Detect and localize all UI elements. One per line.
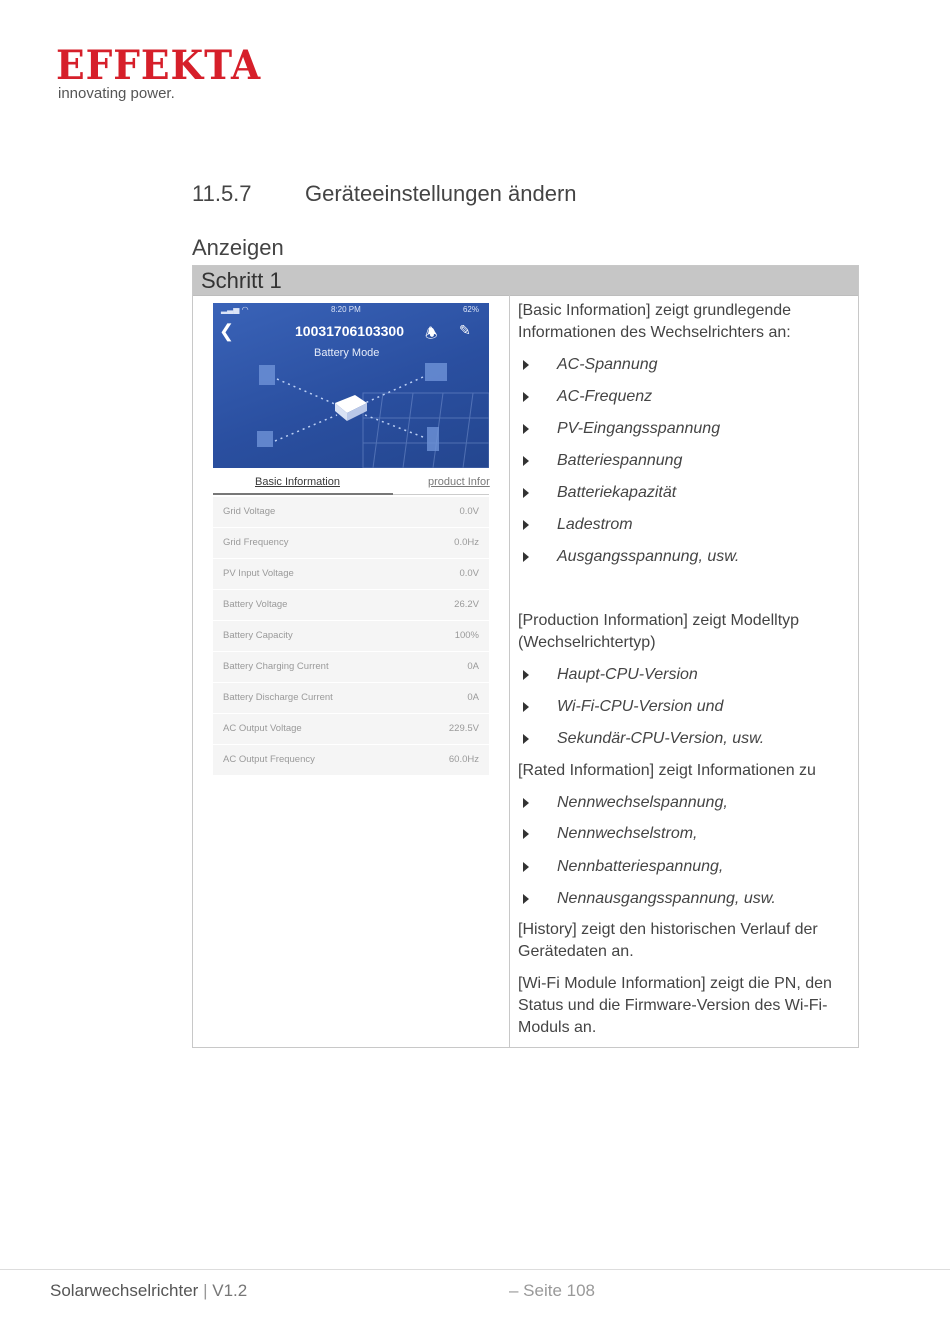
list-item bbox=[213, 745, 489, 776]
row-value: 100% bbox=[454, 630, 479, 641]
row-label: AC Output Voltage bbox=[223, 723, 302, 734]
row-label: Battery Charging Current bbox=[223, 661, 329, 672]
bullet-text: AC-Frequenz bbox=[557, 388, 653, 405]
device-id: 10031706103300 bbox=[295, 323, 405, 339]
bullet-arrow-icon bbox=[523, 488, 529, 498]
info-tabs bbox=[213, 473, 489, 499]
info-list bbox=[213, 497, 489, 776]
footer-divider bbox=[0, 1269, 950, 1270]
row-value: 0.0V bbox=[459, 506, 479, 517]
list-item bbox=[213, 652, 489, 683]
bullet-text: Haupt-CPU-Version bbox=[557, 666, 698, 683]
bullet-arrow-icon bbox=[523, 798, 529, 808]
table-header bbox=[193, 266, 858, 296]
edit-icon: ✎ bbox=[459, 322, 471, 338]
bullet-arrow-icon bbox=[523, 392, 529, 402]
row-label: Battery Voltage bbox=[223, 599, 288, 610]
list-item bbox=[213, 621, 489, 652]
bullet-arrow-icon bbox=[523, 520, 529, 530]
page-number: – Seite 108 bbox=[509, 1281, 596, 1300]
list-item bbox=[213, 559, 489, 590]
footer-product-name: Solarwechselrichter bbox=[50, 1281, 199, 1300]
back-icon: ❮ bbox=[219, 321, 235, 341]
row-label: AC Output Frequency bbox=[223, 754, 315, 765]
logo-tagline: innovating power. bbox=[58, 85, 175, 102]
row-value: 0.0Hz bbox=[454, 537, 479, 548]
row-value: 0.0V bbox=[459, 568, 479, 579]
bullet-text: Nennwechselspannung, bbox=[557, 794, 728, 811]
signal-icon: ▂▃▅ ◠ bbox=[221, 305, 249, 314]
row-value: 26.2V bbox=[454, 599, 479, 610]
bullet-arrow-icon bbox=[523, 670, 529, 680]
bullet-text: AC-Spannung bbox=[557, 356, 658, 373]
bullet-arrow-icon bbox=[523, 360, 529, 370]
bullet-text: Nennausgangsspannung, usw. bbox=[557, 890, 776, 907]
list-item bbox=[213, 683, 489, 714]
history-info: [History] zeigt den historischen Verlauf der Gerätedaten an. bbox=[518, 921, 818, 960]
tab-underline bbox=[393, 494, 489, 495]
row-label: Battery Discharge Current bbox=[223, 692, 333, 703]
footer-version: V1.2 bbox=[212, 1281, 248, 1300]
list-item bbox=[213, 497, 489, 528]
energy-flow-diagram bbox=[213, 363, 489, 468]
app-header bbox=[213, 303, 489, 468]
section-title: Geräteeinstellungen ändern bbox=[305, 181, 577, 206]
row-label: Grid Frequency bbox=[223, 537, 289, 548]
bullet-text: Nennwechselstrom, bbox=[557, 825, 698, 842]
bullet-arrow-icon bbox=[523, 702, 529, 712]
bullet-arrow-icon bbox=[523, 424, 529, 434]
effekta-logo bbox=[56, 42, 262, 104]
list-item bbox=[213, 528, 489, 559]
row-label: PV Input Voltage bbox=[223, 568, 294, 579]
row-value: 0A bbox=[467, 692, 479, 703]
bullet-text: PV-Eingangsspannung bbox=[557, 420, 721, 437]
bullet-text: Wi-Fi-CPU-Version und bbox=[557, 698, 724, 715]
bullet-text: Ladestrom bbox=[557, 516, 633, 533]
bullet-text: Ausgangsspannung, usw. bbox=[557, 548, 740, 565]
bell-icon: 🕭 bbox=[425, 325, 438, 341]
app-screenshot bbox=[213, 303, 489, 773]
bullet-arrow-icon bbox=[523, 734, 529, 744]
production-info-intro: [Production Information] zeigt Modelltyp (Wechselrichtertyp) bbox=[518, 612, 800, 651]
bullet-text: Sekundär-CPU-Version, usw. bbox=[557, 730, 765, 747]
mode-label: Battery Mode bbox=[314, 347, 380, 359]
step-label: Schritt 1 bbox=[201, 268, 282, 293]
status-time: 8:20 PM bbox=[331, 305, 361, 314]
row-label: Grid Voltage bbox=[223, 506, 276, 517]
row-value: 60.0Hz bbox=[448, 754, 479, 765]
wifi-module-info: [Wi-Fi Module Information] zeigt die PN, den Status und die Firmware-Version des Wi-Fi-Moduls an. bbox=[518, 975, 832, 1036]
footer-product bbox=[50, 1281, 247, 1301]
bullet-arrow-icon bbox=[523, 552, 529, 562]
logo-wordmark: EFFEKTA bbox=[56, 42, 262, 89]
tab-basic-information[interactable]: Basic Information bbox=[255, 476, 340, 488]
row-value: 0A bbox=[467, 661, 479, 672]
bullet-arrow-icon bbox=[523, 894, 529, 904]
bullet-arrow-icon bbox=[523, 862, 529, 872]
row-value: 229.5V bbox=[448, 723, 479, 734]
footer-separator: | bbox=[203, 1281, 208, 1300]
basic-info-intro: [Basic Information] zeigt grundlegende Informationen des Wechselrichters an: bbox=[518, 302, 792, 341]
section-number: 11.5.7 bbox=[192, 181, 252, 206]
row-label: Battery Capacity bbox=[223, 630, 293, 641]
bullet-text: Batteriespannung bbox=[557, 452, 683, 469]
status-battery: 62% bbox=[462, 305, 479, 314]
bullet-arrow-icon bbox=[523, 456, 529, 466]
list-item bbox=[213, 590, 489, 621]
column-divider bbox=[509, 295, 510, 1047]
tab-product-information[interactable]: product Infor bbox=[428, 476, 490, 488]
list-item bbox=[213, 714, 489, 745]
step-table bbox=[192, 265, 859, 1048]
bullet-text: Nennbatteriespannung, bbox=[557, 858, 724, 875]
bullet-text: Batteriekapazität bbox=[557, 484, 677, 501]
subheading: Anzeigen bbox=[192, 235, 284, 260]
bullet-arrow-icon bbox=[523, 829, 529, 839]
rated-info-intro: [Rated Information] zeigt Informationen zu bbox=[518, 762, 816, 779]
active-tab-indicator bbox=[213, 493, 393, 495]
